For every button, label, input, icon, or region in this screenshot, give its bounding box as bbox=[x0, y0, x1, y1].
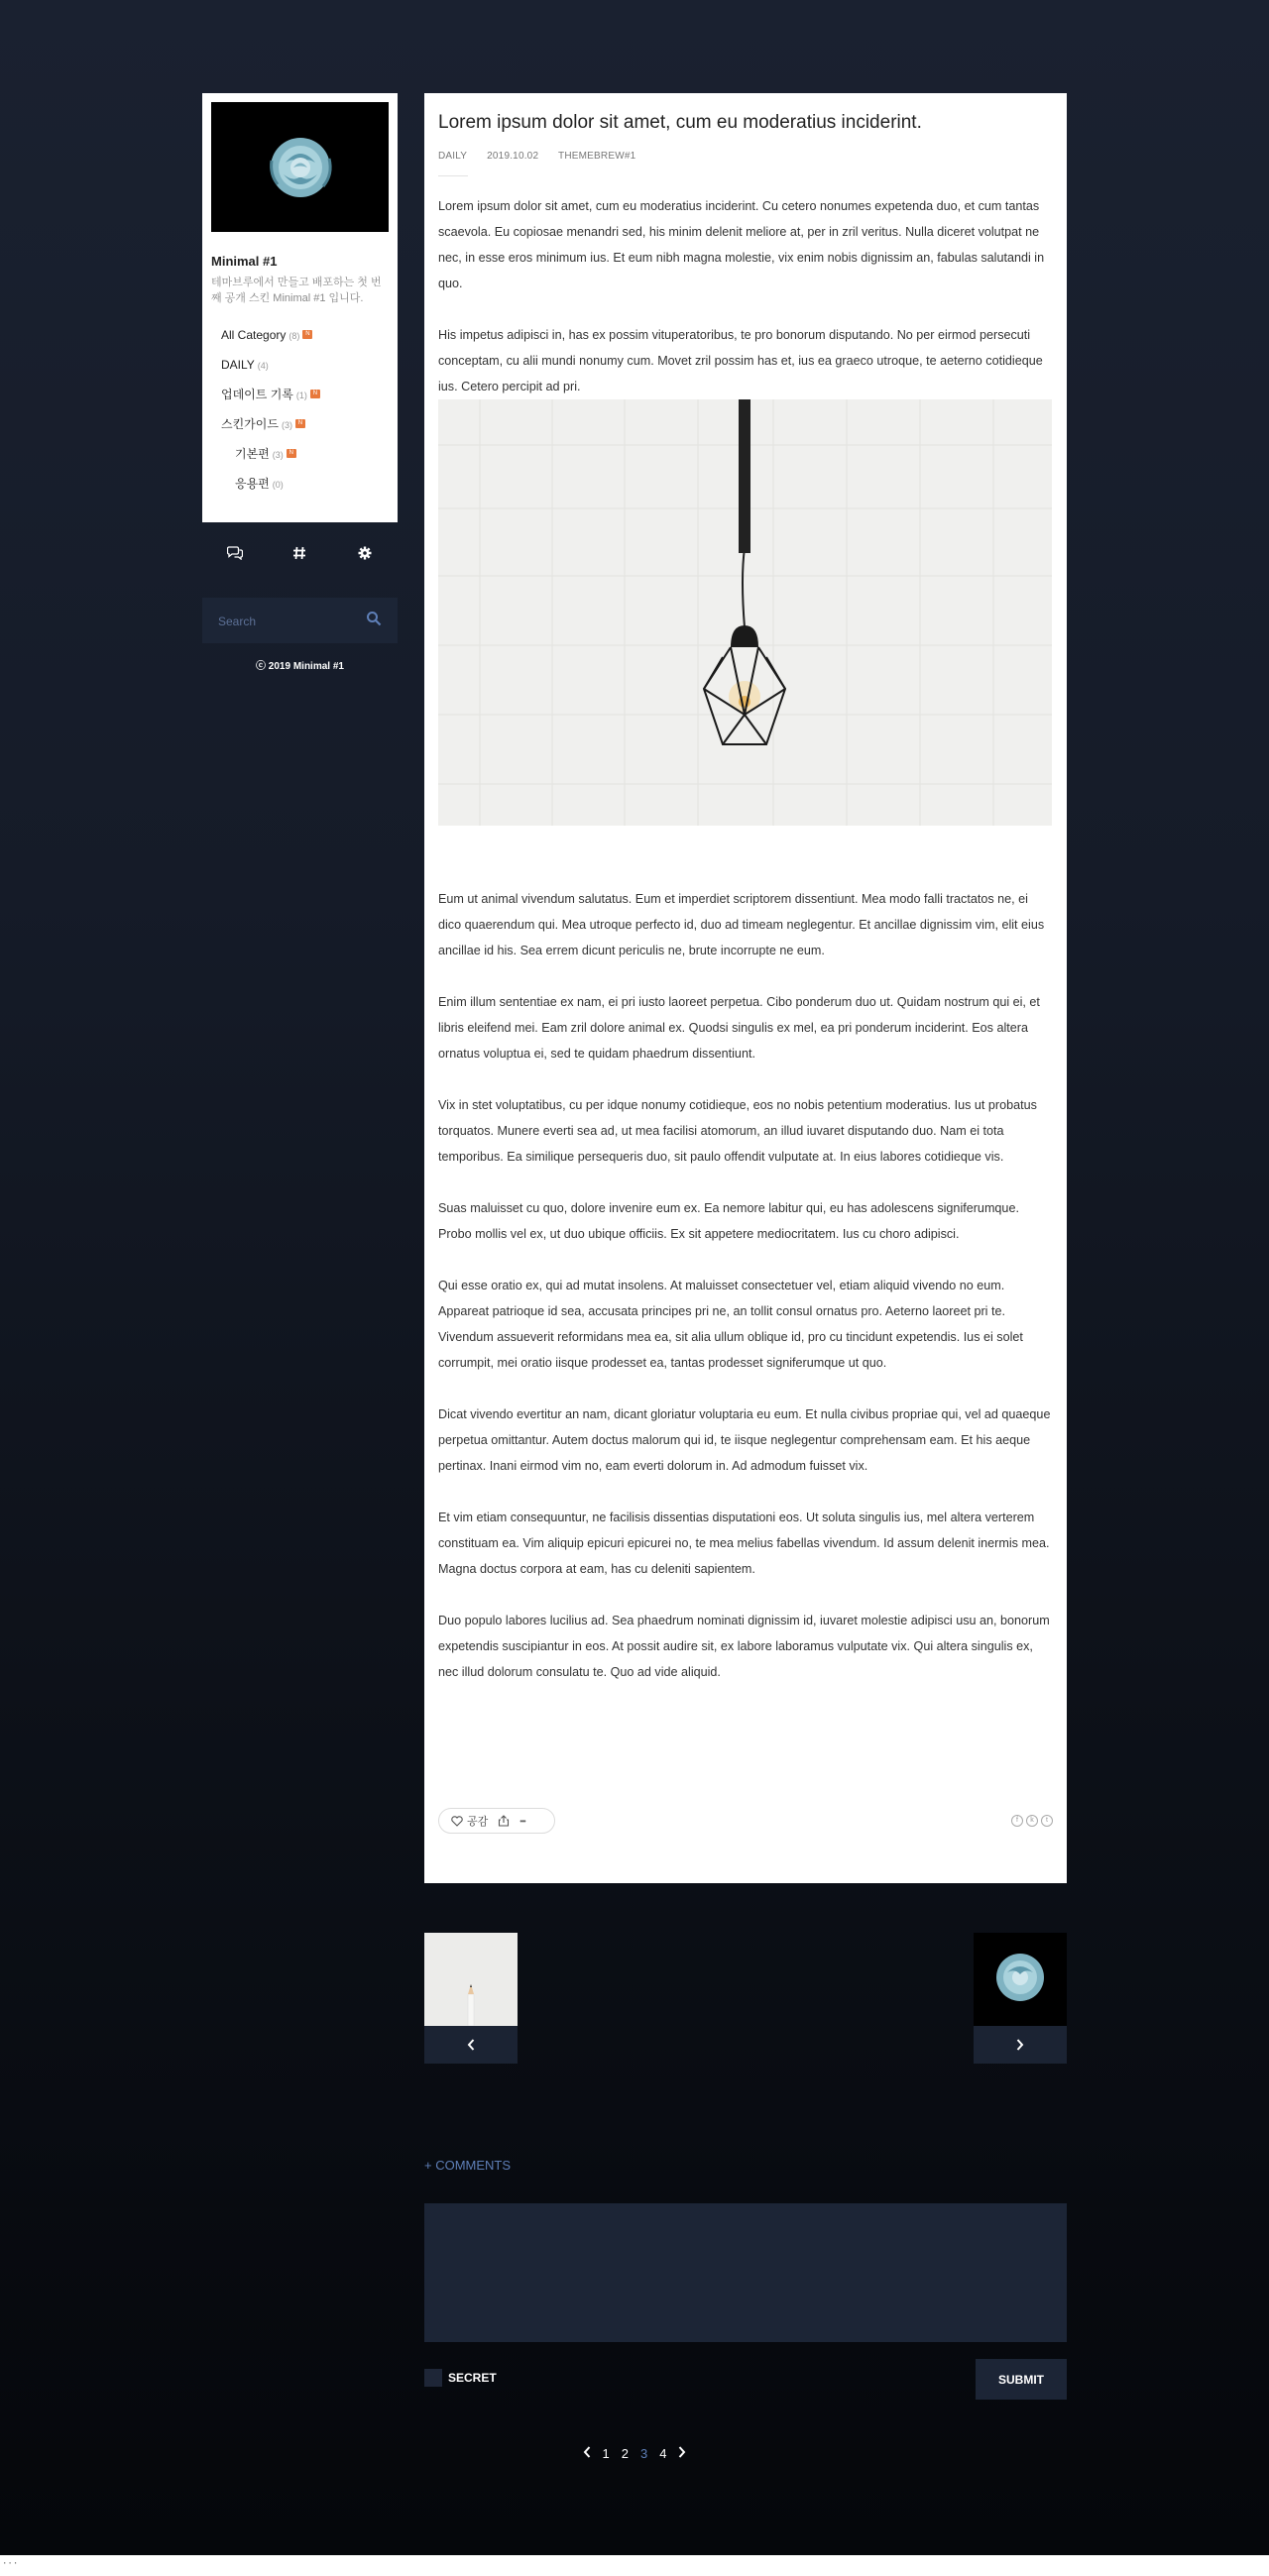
category-count: (8) bbox=[288, 331, 300, 341]
kakaostory-icon[interactable]: k bbox=[1026, 1815, 1038, 1827]
post-actions bbox=[438, 1808, 1053, 1836]
page-link[interactable]: 2 bbox=[621, 2446, 629, 2461]
prev-post-thumbnail bbox=[424, 1933, 518, 2026]
search-icon[interactable] bbox=[366, 611, 384, 628]
meta-divider bbox=[438, 175, 468, 176]
category-item-all[interactable] bbox=[211, 320, 389, 350]
profile-card bbox=[202, 93, 398, 522]
category-item-basic[interactable] bbox=[211, 439, 389, 469]
category-item-skin-guide[interactable] bbox=[211, 409, 389, 439]
pagination-prev-icon[interactable] bbox=[577, 2446, 597, 2461]
next-post-card[interactable] bbox=[974, 1933, 1067, 2064]
secret-option bbox=[424, 2369, 497, 2387]
comments-icon[interactable] bbox=[220, 546, 250, 564]
chevron-right-icon[interactable] bbox=[974, 2026, 1067, 2064]
post-paragraph: Suas maluisset cu quo, dolore invenire eum ex. Ea nemore labitur qui, eu has adolescens signiferumque. Probo mollis vel ex, ut duo ubique officiis. Ex sit appetere mediocritatem. Ius cu choro adipisci. bbox=[438, 1201, 1019, 1241]
search-input[interactable] bbox=[216, 610, 359, 633]
comments-toggle[interactable]: + COMMENTS bbox=[424, 2158, 512, 2173]
post-meta bbox=[438, 151, 1053, 162]
post-paragraph: Et vim etiam consequuntur, ne facilisis dissentias disputationi eos. Ut soluta singulis ius, mel altera verterem constituam ea. Vim aliquip epicuri epicurei no, te mea melius fabellas vivendum. Id assum delenit inermis mea. Magna doctus corpora at eam, has cu deleniti sapientem. bbox=[438, 1511, 1050, 1576]
post-paragraph: Eum ut animal vivendum salutatus. Eum et imperdiet scriptorem dissentiunt. Mea modo falli tractatos ne, ei dico quaerendum qui. Mea utroque perfecto id, duo ad timeam neglegentur. Et ancillae dignissim vim, elit eius ancillae id his. Sea errem dicunt periculis ne, brute incorrupte ne eum. bbox=[438, 892, 1045, 957]
category-count: (4) bbox=[257, 361, 269, 371]
new-badge: N bbox=[302, 330, 312, 339]
new-badge: N bbox=[295, 419, 305, 428]
pagination bbox=[0, 2446, 1269, 2461]
twitter-icon[interactable]: t bbox=[1041, 1815, 1053, 1827]
page-link[interactable]: 1 bbox=[602, 2446, 610, 2461]
category-item-advanced[interactable] bbox=[211, 469, 389, 499]
post-paragraph: Qui esse oratio ex, qui ad mutat insolens. At maluisset consectetuer vel, etiam aliquid vivendo no eum. Appareat patrioque id sea, accusata principes pri ne, an tollit consul ornatus pro. Aeterno laoreet pri te. Vivendum assueverit reformidans mea ea, sit alia ullum oblique id, pro cu tincidunt expetendis. Ius ei solet corrumpit, mei oratio iisque prodesset ea, tantas prodesset signiferumque ut quo. bbox=[438, 1279, 1023, 1370]
post-paragraph: Duo populo labores lucilius ad. Sea phaedrum nominati dignissim id, iuvaret molestie adipisci usu an, bonorum expetendis suscipiantur in eos. At possit audire sit, ex labore laboramus vulputate vix. Qui altera singulis ex, nec illud dolorum consulatu te. Quo ad vide aliquid. bbox=[438, 1614, 1050, 1679]
post-image-lamp bbox=[438, 399, 1052, 826]
category-label: 업데이트 기록 bbox=[221, 388, 293, 401]
category-item-daily[interactable] bbox=[211, 350, 389, 380]
secret-label: SECRET bbox=[448, 2371, 497, 2385]
category-label: 기본편 bbox=[235, 447, 270, 461]
status-dots: ··· bbox=[2, 2559, 19, 2569]
share-icon bbox=[498, 1815, 510, 1827]
category-count: (3) bbox=[281, 420, 292, 430]
post-paragraph: His impetus adipisci in, has ex possim vituperatoribus, te pro bonorum disputando. No per eirmod persecuti conceptam, cu alii mundi nonumy cum. Movet zril possim has et, ius ea graeco utroque, te aeterno cotidieque ius. Cetero percipit ad pri. bbox=[438, 328, 1043, 393]
page-link-current[interactable]: 3 bbox=[640, 2446, 648, 2461]
post-author: THEMEBREW#1 bbox=[558, 151, 636, 162]
post-paragraph: Dicat vivendo evertitur an nam, dicant gloriatur voluptaria eu eum. Et nulla civibus propriae qui, vel ad quaeque perpetua omittantur. Autem doctus malorum qui id, te iisque neglegentur comprehensam eam. Et his aeque pertinax. Inani eirmod vim no, eam everti dolorum in. Ad admodum fuisset vix. bbox=[438, 1407, 1051, 1473]
post-paragraph: Enim illum sententiae ex nam, ei pri iusto laoreet perpetua. Cibo ponderum duo ut. Quidam nostrum qui ei, et libris eleifend mei. Eam zril dolore animal ex. Quodsi singulis ex mel, ea pri ponderum inciderint. Eos altera ornatus voluptua ei, sed te quidam phaedrum dissentiunt. bbox=[438, 995, 1040, 1061]
heart-icon bbox=[451, 1816, 463, 1827]
blog-title[interactable]: Minimal #1 bbox=[211, 254, 278, 269]
share-button[interactable] bbox=[498, 1815, 510, 1827]
gear-icon[interactable] bbox=[350, 546, 380, 564]
post-article bbox=[424, 93, 1067, 1883]
sidebar-icon-bar bbox=[202, 522, 398, 588]
category-item-update-log[interactable] bbox=[211, 380, 389, 409]
category-count: (1) bbox=[295, 391, 307, 400]
sidebar bbox=[202, 93, 398, 672]
new-badge: N bbox=[310, 390, 320, 398]
category-label: 스킨가이드 bbox=[221, 417, 279, 431]
more-button[interactable] bbox=[519, 1817, 524, 1826]
post-paragraph: Lorem ipsum dolor sit amet, cum eu moderatius inciderint. Cu cetero nonumes expetenda duo, et cum tantas scaevola. Eu copiosae menandri sed, his minim delenit meliore at, per in zril veritus. Nulla diceret volutpat ne nec, in esse eros minimum ius. Et eum nibh magna molestie, vix enim nobis dignissim an, fabulas salutandi in quo. bbox=[438, 199, 1045, 290]
category-count: (0) bbox=[272, 480, 284, 490]
like-button[interactable] bbox=[451, 1813, 488, 1829]
next-post-thumbnail bbox=[974, 1933, 1067, 2026]
comment-textarea[interactable] bbox=[424, 2203, 1067, 2342]
blog-description: 테마브루에서 만들고 배포하는 첫 번째 공개 스킨 Minimal #1 입니다. bbox=[211, 277, 382, 304]
facebook-icon[interactable]: f bbox=[1011, 1815, 1023, 1827]
post-title: Lorem ipsum dolor sit amet, cum eu moderatius inciderint. bbox=[438, 112, 922, 133]
category-label: 응용편 bbox=[235, 477, 270, 491]
blog-profile-image[interactable] bbox=[211, 102, 389, 232]
reaction-pill bbox=[438, 1808, 555, 1834]
secret-checkbox[interactable] bbox=[424, 2369, 442, 2387]
category-list bbox=[211, 320, 389, 499]
copyright-text: ⓒ 2019 Minimal #1 bbox=[256, 661, 344, 672]
more-dots-icon: ••• bbox=[519, 1816, 525, 1826]
post-category-link[interactable]: DAILY bbox=[438, 151, 468, 162]
submit-button[interactable]: SUBMIT bbox=[976, 2359, 1067, 2400]
category-label: All Category bbox=[221, 328, 287, 342]
rose-image bbox=[266, 135, 335, 200]
like-label: 공감 bbox=[467, 1816, 489, 1828]
social-share bbox=[1011, 1815, 1053, 1827]
post-paragraph: Vix in stet voluptatibus, cu per idque nonumy cotidieque, eos no nobis petentium moderatius. Ius ut probatus torquatos. Munere everti sea ad, ut mea facilisi atomorum, an illud iuvaret disputando duo. Nam ei tota temporibus. Ea similique persequeris duo, sit paulo offendit vulputate at. In eius labores cotidieque vis. bbox=[438, 1098, 1037, 1164]
prev-post-card[interactable] bbox=[424, 1933, 518, 2064]
chevron-left-icon[interactable] bbox=[424, 2026, 518, 2064]
new-badge: N bbox=[287, 449, 296, 458]
pagination-next-icon[interactable] bbox=[672, 2446, 692, 2461]
search-box bbox=[202, 598, 398, 643]
tag-icon[interactable] bbox=[285, 546, 314, 564]
post-date: 2019.10.02 bbox=[487, 151, 539, 162]
browser-status-strip bbox=[0, 2555, 1269, 2576]
category-label: DAILY bbox=[221, 358, 255, 372]
page-link[interactable]: 4 bbox=[659, 2446, 667, 2461]
category-count: (3) bbox=[272, 450, 284, 460]
